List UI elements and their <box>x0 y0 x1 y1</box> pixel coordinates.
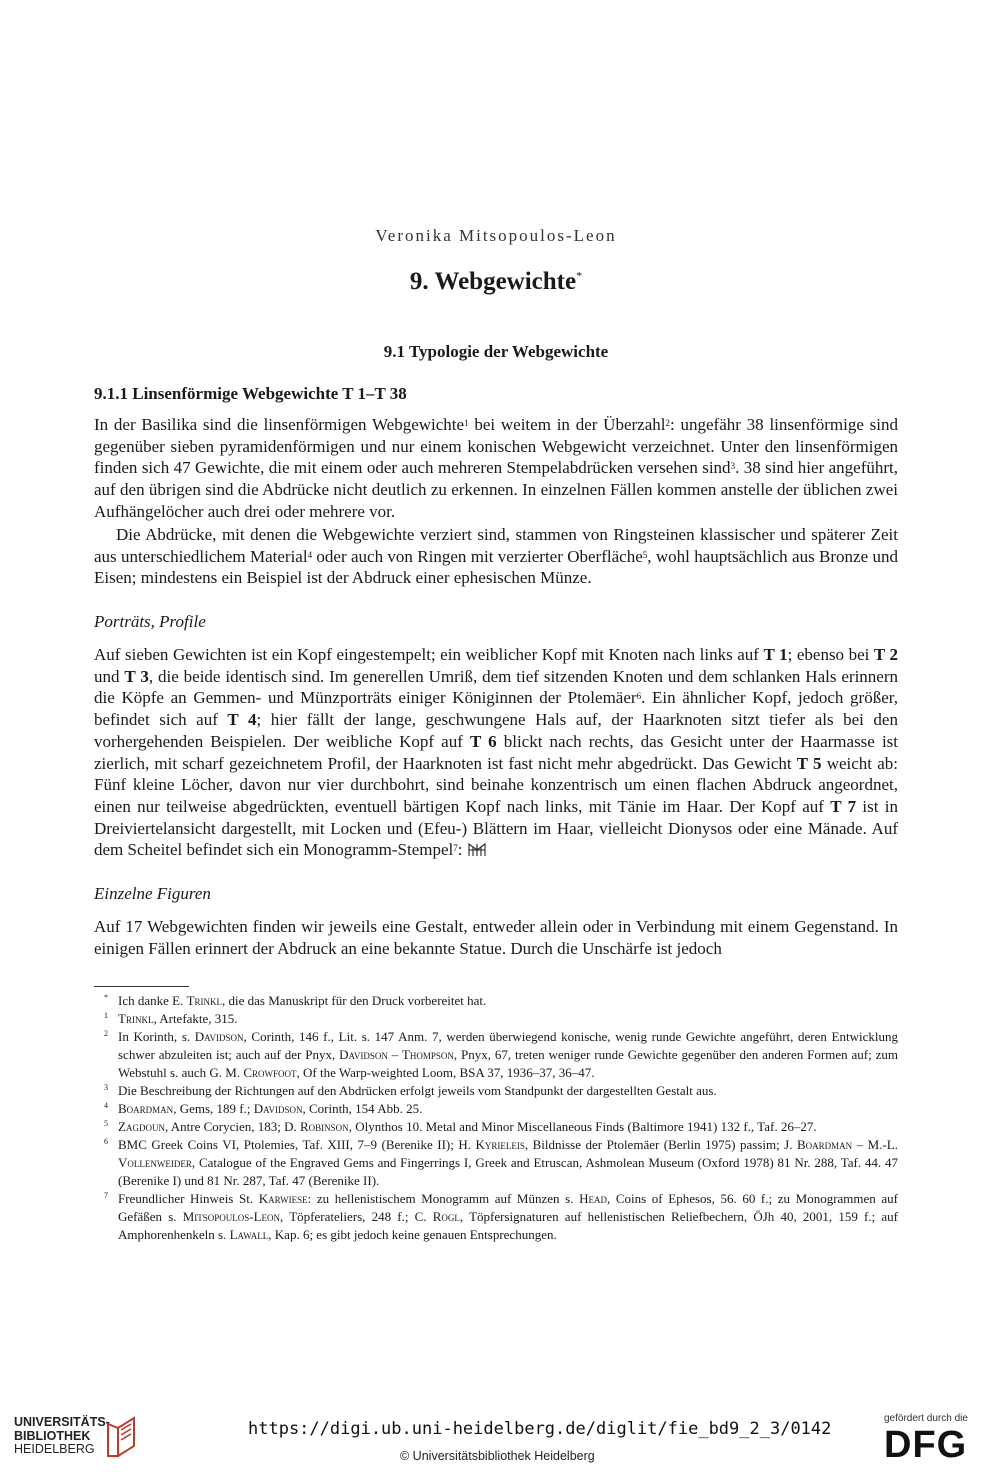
footnote-item: * Ich danke E. Trinkl, die das Manuskript für den Druck vorbereitet hat. <box>104 993 487 1008</box>
footnote-ref[interactable]: 6 <box>636 691 642 702</box>
footnote-item: 6 BMC Greek Coins VI, Ptolemies, Taf. XIII, 7–9 (Berenike II); H. Kyrieleis, Bildnisse der Ptolemäer (Berlin 1975) passim; J. Boardman – M.-L. Vollenweider, Catalogue of the Engraved Gems and Fingerrings I, Greek and Etruscan, Ashmolean Museum (Oxford 1978) 81 Nr. 288, Taf. 44. 47 (Berenike I) und 81 Nr. 287, Taf. 47 (Berenike II). <box>104 1137 898 1188</box>
chapter-title: 9. Webgewichte* <box>409 268 583 295</box>
ub-book-icon <box>104 1414 138 1458</box>
catalogue-ref[interactable]: T 2 <box>873 645 898 664</box>
paragraph-1: In der Basilika sind die linsenförmigen Webgewichte$^1$ bei weitem in der Überzahl$^2$: ungefähr 38 linsenförmige sind gegenüber sieben pyramidenförmigen und nur einem konischen Webgewicht verzeichnet. Unter den linsenförmigen finden sich 47 Gewichte, die mit einem oder auch mehreren Stempelabdrücken versehen sind$^3$. 38 sind hier angeführt, auf den übrigen sind die Abdrücke nicht deutlich zu erkennen. In einzelnen Fällen kommen anstelle der üblichen zwei Aufhängelöcher auch drei oder mehrere vor. <box>94 415 899 521</box>
paragraph-4: Auf 17 Webgewichten finden wir jeweils eine Gestalt, entweder allein oder in Verbindung mit einem Gegenstand. In einigen Fällen erinnert der Abdruck an eine bekannte Statue. Durch die Unschärfe ist jedoch <box>94 917 898 958</box>
footnote-item: 2 In Korinth, s. Davidson, Corinth, 146 f., Lit. s. 147 Anm. 7, werden überwiegend konische, wenig runde Gewichte angeführt, deren Entwicklung schwer abzuleiten ist; auch auf der Pnyx, Davidson – Thompson, Pnyx, 67, treten weniger runde Gewichte gegenüber den anderen Formen auf; zum Webstuhl s. auch G. M. Crowfoot, Of the Warp-weighted Loom, BSA 37, 1936–37, 36–47. <box>104 1029 898 1080</box>
catalogue-ref[interactable]: T 7 <box>830 796 857 816</box>
footnotes <box>94 992 898 1244</box>
footnote-item: 3 Die Beschreibung der Richtungen auf den Abdrücken erfolgt jeweils vom Standpunkt der dargestellten Gestalt aus. <box>104 1083 717 1098</box>
dfg-logo[interactable]: DFG <box>884 1424 968 1466</box>
footnote-item: 7 Freundlicher Hinweis St. Karwiese: zu hellenistischem Monogramm auf Münzen s. Head, Coins of Ephesos, 56. 60 f.; zu Monogrammen auf Gefäßen s. Mitsopoulos-Leon, Töpferateliers, 248 f.; C. Rogl, Töpfersignaturen auf hellenistischen Reliefbechern, ÖJh 40, 2001, 159 f.; auf Amphorenhenkeln s. Lawall, Kap. 6; es gibt jedoch keine genauen Entsprechungen. <box>104 1191 899 1242</box>
footnote-ref[interactable]: 7 <box>453 843 458 854</box>
catalogue-ref[interactable]: T 4 <box>227 710 257 730</box>
footnote-ref[interactable]: 1 <box>464 418 469 428</box>
catalogue-ref[interactable]: T 5 <box>796 753 822 773</box>
footnote-ref[interactable]: 4 <box>307 549 313 560</box>
footnote-rule <box>94 986 189 987</box>
catalogue-ref[interactable]: T 1 <box>763 645 788 664</box>
ub-heidelberg-logo[interactable]: UNIVERSITÄTS- BIBLIOTHEK HEIDELBERG <box>14 1415 110 1456</box>
footnote-item: 4 Boardman, Gems, 189 f.; Davidson, Corinth, 154 Abb. 25. <box>104 1101 423 1116</box>
paragraph-3: Auf sieben Gewichten ist ein Kopf eingestempelt; ein weiblicher Kopf mit Knoten nach links auf T 1; ebenso bei T 2 und T 3, die beide identisch sind. Im generellen Umriß, dem tief sitzenden Knoten und dem schlanken Hals erinnern die Köpfe an Gemmen- und Münzporträts einiger Königinnen der Ptolemäer$^6$. Ein ähnlicher Kopf, jedoch größer, befindet sich auf T 4; hier fällt der lange, geschwungene Hals auf, der Haarknoten sitzt tiefer als bei den vorhergehenden Beispielen. Der weibliche Kopf auf T 6 blickt nach rechts, das Gesicht unter der Haarmasse ist zierlich, mit scharf gezeichnetem Profil, der Haarknoten ist fast nicht mehr abgedrückt. Das Gewicht T 5 weicht ab: Fünf kleine Löcher, davon nur vier durchbohrt, sind beinahe konzentrisch um einen flachen Abdruck angeordnet, einen nur teilweise abgedrückten, eventuell bärtigen Kopf nach links, mit Tänie im Haar. Der Kopf auf T 7 ist in Dreiviertelansicht dargestellt, mit Locken und (Efeu-) Blättern im Haar, vielleicht Dionysos oder eine Mänade. Auf dem Scheitel befindet sich ein Monogramm-Stempel$^7$: <box>94 645 899 860</box>
dfg-caption: gefördert durch die <box>884 1413 968 1424</box>
footnote-item: 1 Trinkl, Artefakte, 315. <box>104 1011 238 1026</box>
subsection-heading: 9.1.1 Linsenförmige Webgewichte T 1–T 38 <box>94 384 407 403</box>
monogram-stamp-icon <box>467 843 487 857</box>
copyright-notice: © Universitätsbibliothek Heidelberg <box>400 1449 595 1463</box>
title-footnote-mark: * <box>576 268 583 283</box>
heading-figures: Einzelne Figuren <box>94 884 211 903</box>
source-url-link[interactable]: https://digi.ub.uni-heidelberg.de/diglit/fie_bd9_2_3/0142 <box>248 1419 832 1439</box>
heading-portraits: Porträts, Profile <box>94 612 206 631</box>
footnote-ref[interactable]: 5 <box>642 549 648 560</box>
footnote-ref[interactable]: 3 <box>730 461 736 472</box>
section-heading: 9.1 Typologie der Webgewichte <box>383 342 609 361</box>
page-footer <box>0 1402 992 1474</box>
paragraph-2: Die Abdrücke, mit denen die Webgewichte verziert sind, stammen von Ringsteinen klassischer und späterer Zeit aus unterschiedlichem Material$^4$ oder auch von Ringen mit verzierter Oberfläche$^5$, wohl hauptsächlich aus Bronze und Eisen; mindestens ein Beispiel ist der Abdruck einer ephesischen Münze. <box>94 525 898 588</box>
catalogue-ref[interactable]: T 6 <box>470 731 497 751</box>
author-line: Veronika Mitsopoulos-Leon <box>375 226 617 245</box>
footnote-item: 5 Zagdoun, Antre Corycien, 183; D. Robinson, Olynthos 10. Metal and Minor Miscellaneous Finds (Baltimore 1941) 132 f., Taf. 26–27. <box>104 1119 817 1134</box>
catalogue-ref[interactable]: T 3 <box>124 666 149 686</box>
footnote-ref[interactable]: 2 <box>665 418 670 428</box>
